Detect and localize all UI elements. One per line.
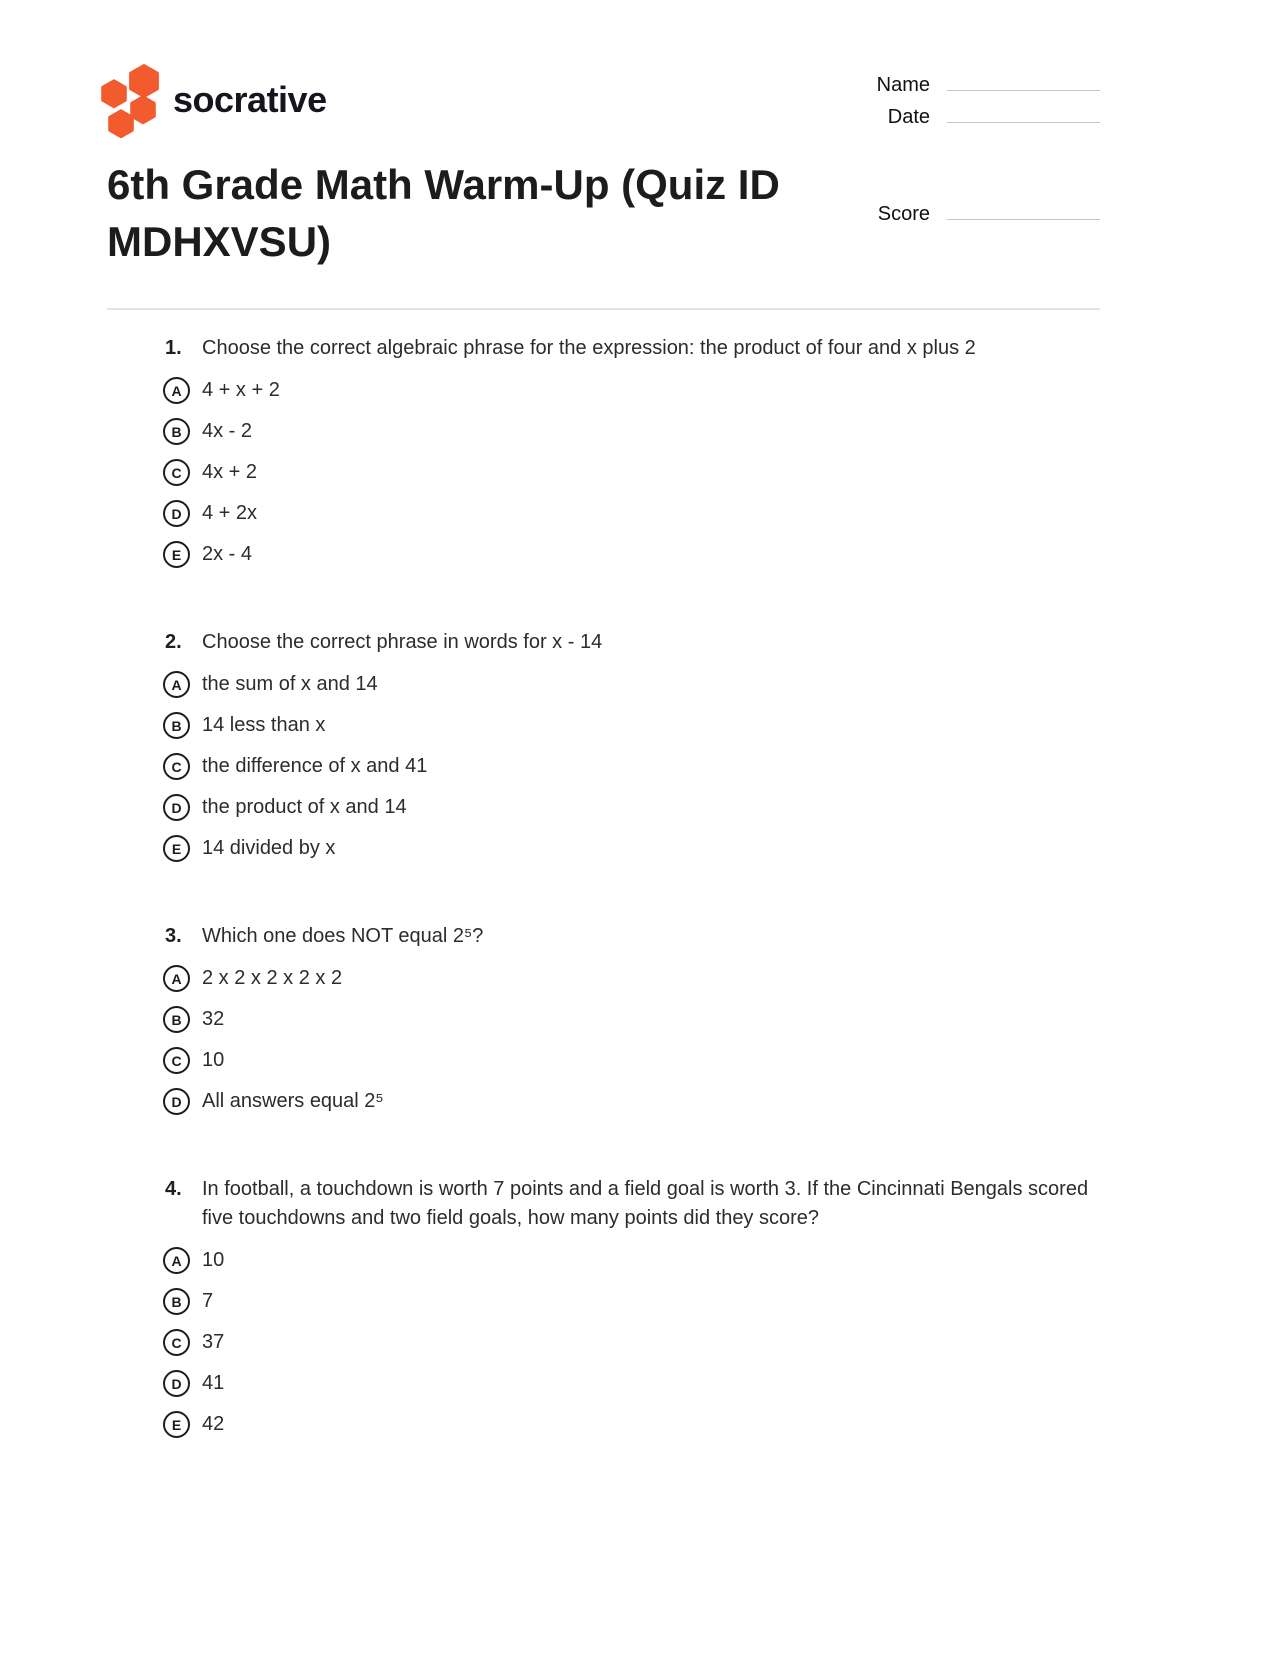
hexagon-icon [110,111,133,137]
question-list [0,310,1275,1438]
date-underline [947,106,1100,123]
option-row [163,671,1275,698]
answer-bubble [163,965,190,992]
score-underline [947,203,1100,220]
option-row [163,712,1275,739]
option-row [163,1088,1275,1115]
question-1-options [163,377,1275,568]
option-text: 14 divided by x [202,837,336,860]
name-field-row [874,74,1100,97]
name-label: Name [876,74,930,96]
option-letter: A [171,970,182,987]
question-4 [163,1175,1275,1438]
option-text: 4x - 2 [202,420,253,443]
option-letter: B [171,1011,182,1028]
option-row [163,1288,1275,1315]
option-letter: E [171,1416,182,1433]
option-row [163,500,1275,527]
option-row [163,1006,1275,1033]
question-3-options [163,965,1275,1115]
option-letter: A [171,382,182,399]
answer-bubble [163,1006,190,1033]
option-text: 10 [202,1049,225,1072]
option-row [163,1411,1275,1438]
question-text: Choose the correct phrase in words for x - 14 [202,631,603,654]
option-letter: B [171,1293,182,1310]
answer-bubble [163,794,190,821]
question-2 [163,628,1275,862]
header [0,0,1275,139]
option-text: 4 + x + 2 [202,379,280,402]
question-1 [163,334,1275,568]
answer-bubble [163,671,190,698]
question-2-head [163,628,1275,657]
answer-bubble [163,541,190,568]
option-row [163,1247,1275,1274]
option-text: the difference of x and 41 [202,755,428,778]
option-letter: B [171,423,182,440]
option-letter: E [171,840,182,857]
option-text: the product of x and 14 [202,796,407,819]
name-underline [947,74,1100,91]
score-field-row [874,203,1100,226]
question-number: 1. [165,337,182,360]
answer-bubble [163,500,190,527]
brand-name: socrative [173,78,327,120]
question-text: Choose the correct algebraic phrase for the expression: the product of four and x plus 2 [202,337,976,360]
question-4-options [163,1247,1275,1438]
date-field-row [874,106,1100,129]
question-2-options [163,671,1275,862]
option-letter: C [171,1334,182,1351]
option-letter: D [171,505,182,522]
option-letter: D [171,799,182,816]
question-3-head [163,922,1275,951]
option-row [163,541,1275,568]
option-row [163,418,1275,445]
socrative-logo [96,60,327,139]
question-3 [163,922,1275,1115]
option-text: All answers equal 2⁵ [202,1090,384,1113]
answer-bubble [163,1288,190,1315]
page-title: 6th Grade Math Warm-Up (Quiz ID MDHXVSU) [107,161,780,265]
hexagon-icon [132,97,155,123]
option-letter: E [171,546,182,563]
answer-bubble [163,418,190,445]
option-text: 4x + 2 [202,461,258,484]
date-label: Date [887,106,930,128]
option-letter: D [171,1093,182,1110]
question-text: Which one does NOT equal 2⁵? [202,925,484,948]
option-row [163,459,1275,486]
option-letter: C [171,1052,182,1069]
title-section [0,139,1275,270]
answer-bubble [163,1088,190,1115]
option-row [163,1370,1275,1397]
option-text: the sum of x and 14 [202,673,378,696]
option-text: 42 [202,1413,225,1436]
option-text: 37 [202,1331,225,1354]
option-text: 4 + 2x [202,502,258,525]
answer-bubble [163,1047,190,1074]
answer-bubble [163,1247,190,1274]
option-row [163,1047,1275,1074]
answer-bubble [163,712,190,739]
option-row [163,835,1275,862]
option-row [163,753,1275,780]
question-number: 2. [165,631,182,654]
option-letter: B [171,717,182,734]
option-row [163,965,1275,992]
option-letter: A [171,1252,182,1269]
option-row [163,377,1275,404]
option-text: 2x - 4 [202,543,253,566]
option-text: 2 x 2 x 2 x 2 x 2 [202,967,343,990]
option-row [163,794,1275,821]
hexagon-icon [131,66,158,97]
question-1-head [163,334,1275,363]
question-number: 3. [165,925,182,948]
option-text: 14 less than x [202,714,326,737]
score-field [874,157,1100,235]
option-letter: C [171,758,182,775]
option-text: 32 [202,1008,225,1031]
score-label: Score [877,203,930,225]
answer-bubble [163,459,190,486]
option-row [163,1329,1275,1356]
option-letter: D [171,1375,182,1392]
option-letter: A [171,676,182,693]
answer-bubble [163,1370,190,1397]
option-letter: C [171,464,182,481]
answer-bubble [163,377,190,404]
answer-bubble [163,753,190,780]
question-4-head [163,1175,1275,1233]
answer-bubble [163,835,190,862]
option-text: 41 [202,1372,225,1395]
question-number: 4. [165,1178,182,1201]
answer-bubble [163,1329,190,1356]
option-text: 10 [202,1249,225,1272]
option-text: 7 [202,1290,214,1313]
hexagon-icon [103,81,126,107]
student-fields [874,60,1100,138]
answer-bubble [163,1411,190,1438]
question-text: In football, a touchdown is worth 7 points and a field goal is worth 3. If the Cincinnati Bengals scored five touchdowns and two field goals, how many points did they score? [202,1178,1089,1230]
socrative-hexagons-icon [96,60,162,139]
